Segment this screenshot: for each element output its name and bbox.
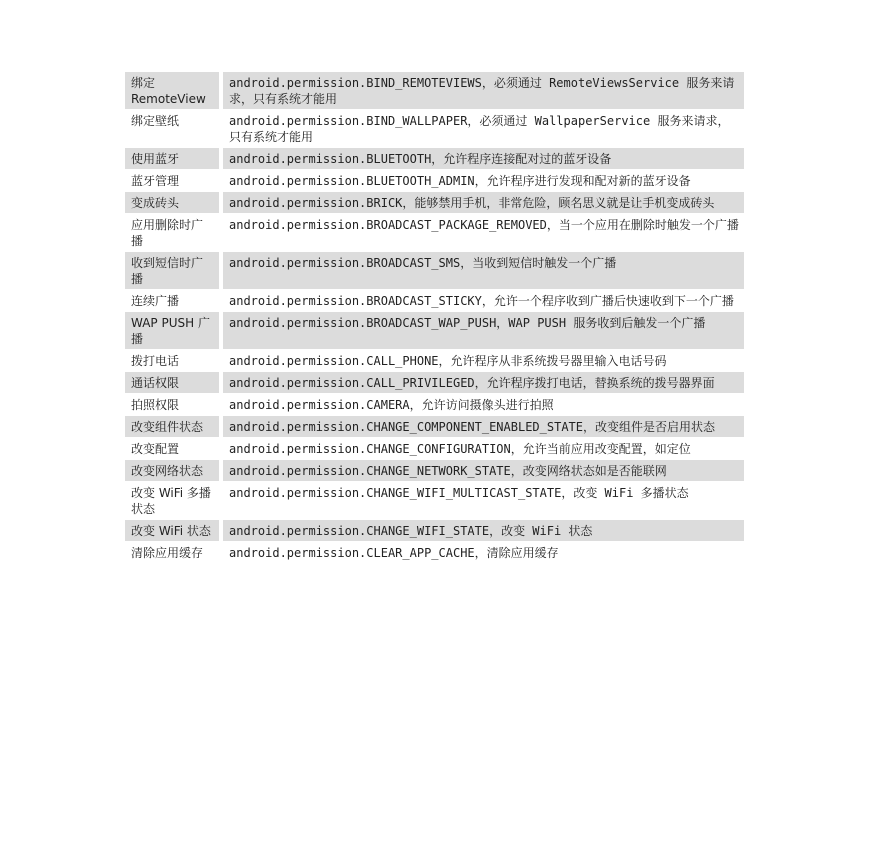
permission-name: 变成砖头	[125, 192, 223, 213]
permission-name: 连续广播	[125, 290, 223, 311]
permission-description: android.permission.BROADCAST_STICKY，允许一个程序收到广播后快速收到下一个广播	[229, 294, 734, 308]
permission-name: 改变 WiFi 多播状态	[125, 482, 223, 519]
table-row	[125, 312, 744, 349]
permission-name: 蓝牙管理	[125, 170, 223, 191]
table-row	[125, 520, 744, 541]
permission-description: android.permission.BROADCAST_WAP_PUSH，WAP PUSH 服务收到后触发一个广播	[223, 312, 744, 349]
table-row	[125, 110, 744, 147]
table-row	[125, 542, 744, 563]
table-row	[125, 460, 744, 481]
permission-description: android.permission.CALL_PHONE，允许程序从非系统拨号器里输入电话号码	[229, 354, 667, 368]
permission-description: android.permission.CHANGE_CONFIGURATION，允许当前应用改变配置，如定位	[229, 442, 691, 456]
table-row	[125, 170, 744, 191]
permission-description: android.permission.CHANGE_WIFI_MULTICAST_STATE，改变 WiFi 多播状态	[229, 486, 689, 500]
permission-name: 改变配置	[125, 438, 223, 459]
permission-description: android.permission.CAMERA，允许访问摄像头进行拍照	[229, 398, 554, 412]
permission-name: 清除应用缓存	[125, 542, 223, 563]
permission-name: 绑定 RemoteView	[125, 72, 223, 109]
permissions-table-body	[125, 72, 744, 563]
table-row	[125, 72, 744, 109]
permission-description: android.permission.CLEAR_APP_CACHE，清除应用缓存	[229, 546, 559, 560]
permission-description: android.permission.BLUETOOTH_ADMIN，允许程序进行发现和配对新的蓝牙设备	[229, 174, 691, 188]
permission-name: WAP PUSH 广播	[125, 312, 223, 349]
table-row	[125, 394, 744, 415]
table-row	[125, 416, 744, 437]
permission-name: 拍照权限	[125, 394, 223, 415]
permission-description: android.permission.BIND_REMOTEVIEWS，必须通过 RemoteViewsService 服务来请求，只有系统才能用	[223, 72, 744, 109]
permission-description: android.permission.CHANGE_NETWORK_STATE，改变网络状态如是否能联网	[223, 460, 744, 481]
permission-name: 改变组件状态	[125, 416, 223, 437]
permission-description: android.permission.BRICK，能够禁用手机，非常危险，顾名思义就是让手机变成砖头	[223, 192, 744, 213]
permission-name: 拨打电话	[125, 350, 223, 371]
permission-name: 应用删除时广播	[125, 214, 223, 251]
table-row	[125, 372, 744, 393]
table-row	[125, 252, 744, 289]
permission-description: android.permission.CHANGE_COMPONENT_ENABLED_STATE，改变组件是否启用状态	[223, 416, 744, 437]
table-row	[125, 192, 744, 213]
table-row	[125, 482, 744, 519]
permission-name: 改变网络状态	[125, 460, 223, 481]
permission-description: android.permission.BROADCAST_PACKAGE_REMOVED，当一个应用在删除时触发一个广播	[229, 218, 739, 232]
permission-name: 改变 WiFi 状态	[125, 520, 223, 541]
table-row	[125, 148, 744, 169]
permission-name: 使用蓝牙	[125, 148, 223, 169]
permission-description: android.permission.CALL_PRIVILEGED，允许程序拨打电话，替换系统的拨号器界面	[223, 372, 744, 393]
permission-name: 通话权限	[125, 372, 223, 393]
permissions-table	[125, 71, 744, 564]
permission-description: android.permission.CHANGE_WIFI_STATE，改变 WiFi 状态	[223, 520, 744, 541]
permission-name: 绑定壁纸	[125, 110, 223, 147]
table-row	[125, 350, 744, 371]
table-row	[125, 214, 744, 251]
permission-description: android.permission.BIND_WALLPAPER，必须通过 WallpaperService 服务来请求，只有系统才能用	[229, 114, 730, 144]
permission-description: android.permission.BLUETOOTH，允许程序连接配对过的蓝牙设备	[223, 148, 744, 169]
permission-name: 收到短信时广播	[125, 252, 223, 289]
table-row	[125, 290, 744, 311]
permission-description: android.permission.BROADCAST_SMS，当收到短信时触发一个广播	[223, 252, 744, 289]
table-row	[125, 438, 744, 459]
